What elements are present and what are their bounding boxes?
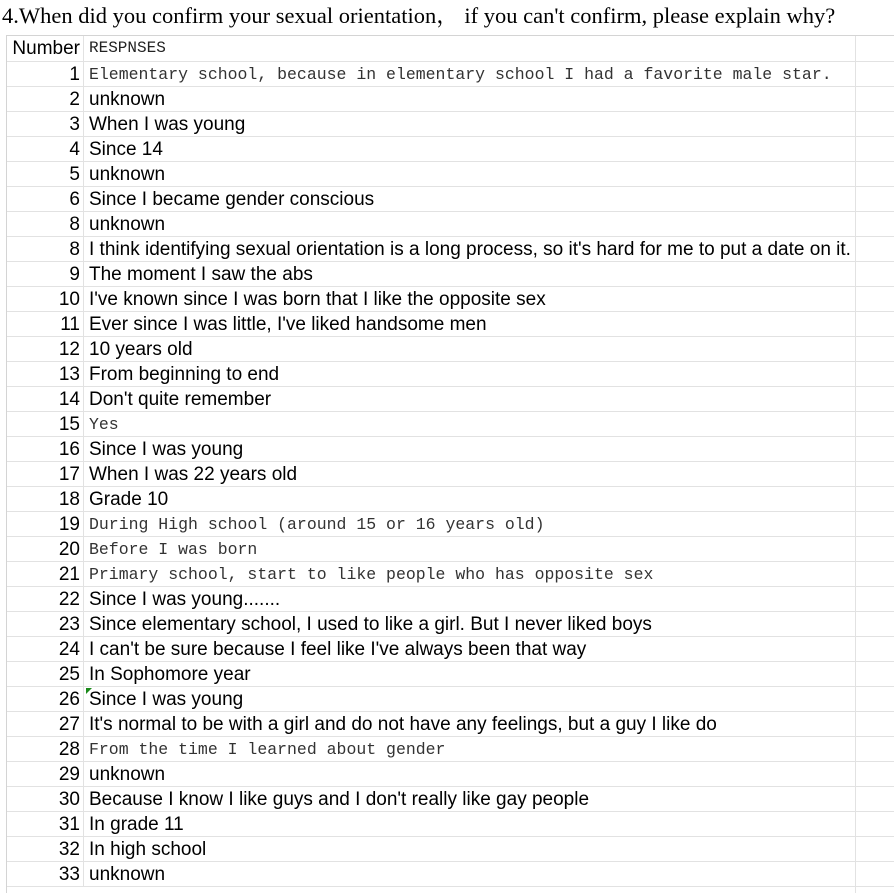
row-number-cell[interactable]: 32 bbox=[7, 837, 84, 861]
header-responses[interactable]: RESPNSES bbox=[89, 39, 166, 57]
table-row bbox=[7, 187, 894, 212]
response-cell[interactable]: Since 14 bbox=[89, 139, 163, 160]
response-cell[interactable]: During High school (around 15 or 16 years old) bbox=[89, 515, 545, 534]
response-cell[interactable]: Because I know I like guys and I don't really like gay people bbox=[89, 789, 590, 810]
table-row bbox=[7, 462, 894, 487]
response-cell[interactable]: Since I was young bbox=[89, 689, 244, 710]
response-cell[interactable]: unknown bbox=[89, 89, 166, 110]
row-number-cell[interactable]: 16 bbox=[7, 437, 84, 461]
table-row bbox=[7, 512, 894, 537]
row-number-cell[interactable]: 24 bbox=[7, 637, 84, 661]
response-cell[interactable]: Primary school, start to like people who has opposite sex bbox=[89, 565, 654, 584]
table-row bbox=[7, 287, 894, 312]
header-number[interactable]: Number bbox=[7, 36, 84, 61]
response-cell[interactable]: From the time I learned about gender bbox=[89, 740, 446, 759]
row-number-cell[interactable]: 23 bbox=[7, 612, 84, 636]
response-cell[interactable]: I can't be sure because I feel like I've always been that way bbox=[89, 639, 587, 660]
table-row bbox=[7, 662, 894, 687]
response-cell[interactable]: I think identifying sexual orientation is a long process, so it's hard for me to put a date on it. bbox=[89, 239, 851, 260]
row-number-cell[interactable]: 27 bbox=[7, 712, 84, 736]
table-row bbox=[7, 837, 894, 862]
row-number-cell[interactable]: 10 bbox=[7, 287, 84, 311]
response-cell[interactable]: unknown bbox=[89, 764, 166, 785]
table-row bbox=[7, 212, 894, 237]
row-number-cell[interactable]: 1 bbox=[7, 62, 84, 86]
response-cell[interactable]: Since elementary school, I used to like a girl. But I never liked boys bbox=[89, 614, 652, 635]
table-row bbox=[7, 562, 894, 587]
row-number-cell[interactable]: 25 bbox=[7, 662, 84, 686]
row-number-cell[interactable]: 9 bbox=[7, 262, 84, 286]
response-cell[interactable]: Ever since I was little, I've liked handsome men bbox=[89, 314, 487, 335]
response-cell[interactable]: When I was 22 years old bbox=[89, 464, 298, 485]
row-number-cell[interactable]: 17 bbox=[7, 462, 84, 486]
table-row bbox=[7, 237, 894, 262]
table-row bbox=[7, 437, 894, 462]
row-number-cell[interactable]: 30 bbox=[7, 787, 84, 811]
table-row bbox=[7, 812, 894, 837]
row-number-cell[interactable]: 8 bbox=[7, 212, 84, 236]
table-row bbox=[7, 87, 894, 112]
response-cell[interactable]: Don't quite remember bbox=[89, 389, 272, 410]
row-number-cell[interactable]: 11 bbox=[7, 312, 84, 336]
table-row bbox=[7, 137, 894, 162]
response-cell[interactable]: In Sophomore year bbox=[89, 664, 251, 685]
response-cell[interactable]: 10 years old bbox=[89, 339, 193, 360]
table-row bbox=[7, 637, 894, 662]
row-number-cell[interactable]: 18 bbox=[7, 487, 84, 511]
response-cell[interactable]: unknown bbox=[89, 164, 166, 185]
response-cell[interactable]: I've known since I was born that I like the opposite sex bbox=[89, 289, 546, 310]
table-row bbox=[7, 312, 894, 337]
row-number-cell[interactable]: 12 bbox=[7, 337, 84, 361]
table-row bbox=[7, 537, 894, 562]
response-cell[interactable]: When I was young bbox=[89, 114, 246, 135]
table-row bbox=[7, 712, 894, 737]
question-title: 4.When did you confirm your sexual orientation， if you can't confirm, please explain why? bbox=[2, 3, 836, 28]
response-cell[interactable]: Grade 10 bbox=[89, 489, 169, 510]
row-number-cell[interactable]: 28 bbox=[7, 737, 84, 761]
table-row bbox=[7, 687, 894, 712]
row-number-cell[interactable]: 26 bbox=[7, 687, 84, 711]
row-number-cell[interactable]: 4 bbox=[7, 137, 84, 161]
table-row bbox=[7, 762, 894, 787]
row-number-cell[interactable]: 19 bbox=[7, 512, 84, 536]
response-cell[interactable]: Since I was young bbox=[89, 439, 244, 460]
table-row bbox=[7, 62, 894, 87]
response-cell[interactable]: It's normal to be with a girl and do not have any feelings, but a guy I like do bbox=[89, 714, 717, 735]
table-row bbox=[7, 737, 894, 762]
table-row bbox=[7, 362, 894, 387]
table-row bbox=[7, 487, 894, 512]
response-cell[interactable]: Before I was born bbox=[89, 540, 258, 559]
row-number-cell[interactable]: 13 bbox=[7, 362, 84, 386]
response-cell[interactable]: Yes bbox=[89, 415, 119, 434]
table-row bbox=[7, 387, 894, 412]
table-row bbox=[7, 337, 894, 362]
cell-comment-marker-icon bbox=[86, 688, 92, 694]
table-row bbox=[7, 112, 894, 137]
table-row bbox=[7, 862, 894, 887]
response-cell[interactable]: Since I became gender conscious bbox=[89, 189, 375, 210]
row-number-cell[interactable]: 3 bbox=[7, 112, 84, 136]
row-number-cell[interactable]: 15 bbox=[7, 412, 84, 436]
row-number-cell[interactable]: 21 bbox=[7, 562, 84, 586]
response-cell[interactable]: unknown bbox=[89, 214, 166, 235]
response-cell[interactable]: From beginning to end bbox=[89, 364, 280, 385]
row-number-cell[interactable]: 8 bbox=[7, 237, 84, 261]
response-cell[interactable]: unknown bbox=[89, 864, 166, 885]
table-body bbox=[7, 62, 894, 887]
table-row bbox=[7, 412, 894, 437]
table-row bbox=[7, 787, 894, 812]
row-number-cell[interactable]: 31 bbox=[7, 812, 84, 836]
row-number-cell[interactable]: 33 bbox=[7, 862, 84, 886]
row-number-cell[interactable]: 6 bbox=[7, 187, 84, 211]
table-row bbox=[7, 162, 894, 187]
response-cell[interactable]: Since I was young....... bbox=[89, 589, 281, 610]
row-number-cell[interactable]: 2 bbox=[7, 87, 84, 111]
response-table bbox=[6, 35, 894, 893]
response-cell[interactable]: The moment I saw the abs bbox=[89, 264, 313, 285]
response-cell[interactable]: In high school bbox=[89, 839, 207, 860]
row-number-cell[interactable]: 29 bbox=[7, 762, 84, 786]
row-number-cell[interactable]: 20 bbox=[7, 537, 84, 561]
row-number-cell[interactable]: 14 bbox=[7, 387, 84, 411]
row-number-cell[interactable]: 22 bbox=[7, 587, 84, 611]
response-cell[interactable]: In grade 11 bbox=[89, 814, 184, 835]
table-row bbox=[7, 612, 894, 637]
table-row bbox=[7, 587, 894, 612]
response-cell[interactable]: Elementary school, because in elementary school I had a favorite male star. bbox=[89, 65, 832, 84]
table-row bbox=[7, 262, 894, 287]
table-header-row bbox=[7, 36, 894, 62]
row-number-cell[interactable]: 5 bbox=[7, 162, 84, 186]
